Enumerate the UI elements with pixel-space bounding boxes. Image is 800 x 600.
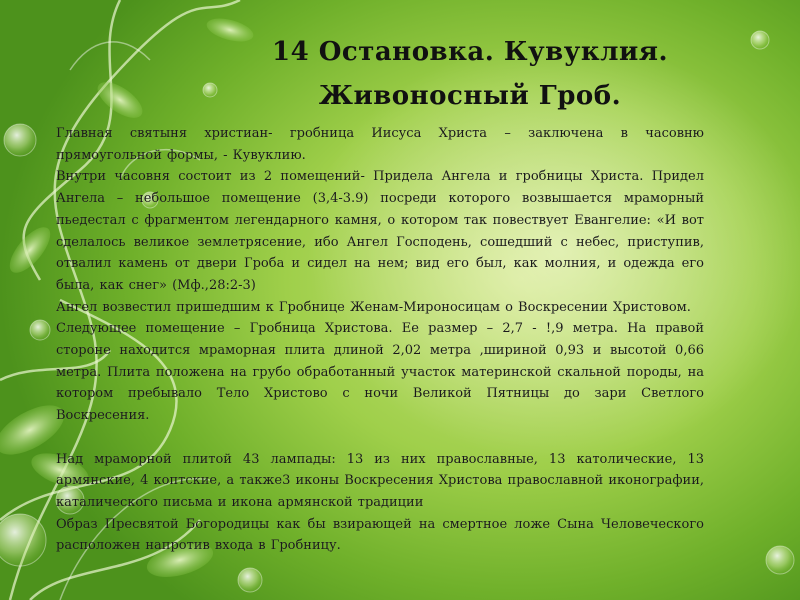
title-line-1: 14 Остановка. Кувуклия. bbox=[272, 37, 668, 67]
paragraph-angel: Ангел возвестил пришедшим к Гробнице Женам-Мироносицам о Воскресении Христовом. bbox=[56, 299, 691, 315]
paragraph-chapel: Внутри часовня состоит из 2 помещений- Придела Ангела и гробницы Христа. Придел Ангела – небольшое помещение (3,4-3.9) посреди которого возвышается мраморный пьедестал с фрагментом легендарного камня, о котором так повествует Евангелие: «И вот сделалось великое землетрясение, ибо Ангел Господень, сошедший с небес, приступив, отвалил камень от двери Гроба и сидел на нем; вид его был, как молния, и одежда его была, как снег» (Мф.,28:2-3) bbox=[56, 169, 704, 293]
paragraph-icon: Образ Пресвятой Богородицы как бы взирающей на смертное ложе Сына Человеческого расположен напротив входа в Гробницу. bbox=[56, 516, 704, 554]
title-line-2: Живоносный Гроб. bbox=[318, 81, 622, 111]
paragraph-lamps: Над мраморной плитой 43 лампады: 13 из них православные, 13 католические, 13 армянские, 4 коптские, а также3 иконы Воскресения Христова православной иконографии, каталического письма и икона армянской традиции bbox=[56, 451, 704, 510]
slide-title bbox=[230, 30, 710, 118]
paragraph-spacer bbox=[56, 427, 704, 449]
slide-body-text bbox=[56, 123, 704, 557]
paragraph-tomb: Следующее помещение – Гробница Христова. Ее размер – 2,7 - !,9 метра. На правой стороне находится мраморная плита длиной 2,02 метра ,шириной 0,93 и высотой 0,66 метра. Плита положена на грубо обработанный участок материнской скальной породы, на котором пребывало Тело Христово с ночи Великой Пятницы до зари Светлого Воскресения. bbox=[56, 321, 704, 424]
paragraph-intro: Главная святыня христиан- гробница Иисуса Христа – заключена в часовню прямоугольной формы, - Кувуклию. bbox=[56, 126, 704, 163]
